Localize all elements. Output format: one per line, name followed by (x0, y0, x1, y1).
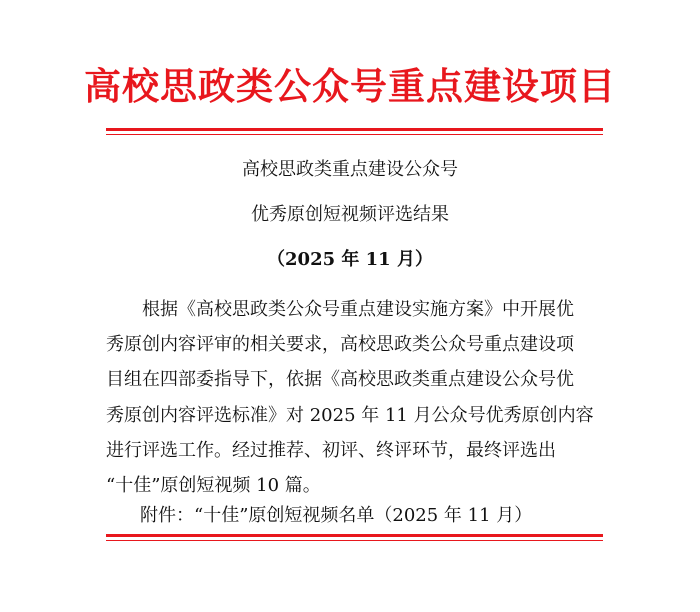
divider-thin-line (106, 540, 603, 541)
body-line: 秀原创内容评审的相关要求，高校思政类公众号重点建设项 (106, 334, 574, 356)
body-line: 进行评选工作。经过推荐、初评、终评环节，最终评选出 (106, 439, 556, 461)
divider-thick-line (106, 534, 603, 537)
masthead-title: 高校思政类公众号重点建设项目 (84, 64, 616, 108)
divider-thin-line (106, 134, 603, 135)
body-paragraph (106, 292, 606, 503)
document-heading-line1: 高校思政类重点建设公众号 (242, 159, 458, 180)
document-heading-line2: 优秀原创短视频评选结果 (251, 204, 449, 225)
footer-divider (106, 534, 603, 541)
body-line: “十佳”原创短视频 10 篇。 (106, 474, 321, 496)
body-line: 目组在四部委指导下，依据《高校思政类重点建设公众号优 (106, 369, 574, 391)
masthead-divider (106, 128, 603, 135)
document-heading-date: （2025 年 11 月） (267, 249, 433, 270)
divider-thick-line (106, 128, 603, 131)
body-line: 根据《高校思政类公众号重点建设实施方案》中开展优 (106, 299, 574, 320)
body-line: 秀原创内容评选标准》对 2025 年 11 月公众号优秀原创内容 (106, 404, 594, 426)
attachment-note: 附件：“十佳”原创短视频名单（2025 年 11 月） (140, 505, 533, 526)
